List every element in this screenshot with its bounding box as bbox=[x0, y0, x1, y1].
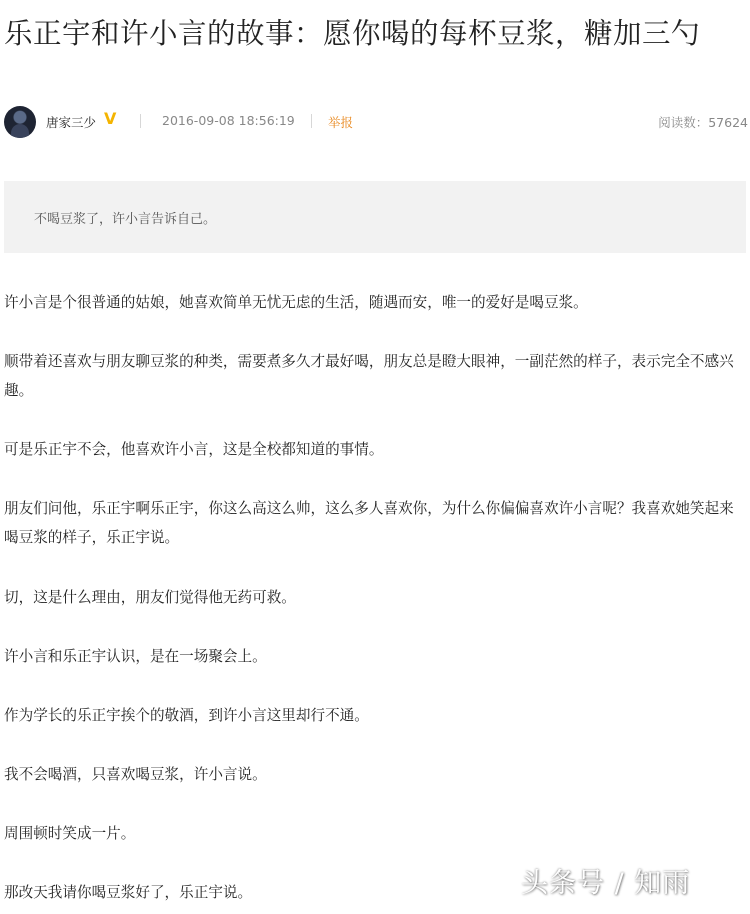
paragraph: 朋友们问他，乐正宇啊乐正宇，你这么高这么帅，这么多人喜欢你，为什么你偏偏喜欢许小言呢？我喜欢她笑起来喝豆浆的样子，乐正宇说。 bbox=[4, 500, 734, 546]
paragraph: 那改天我请你喝豆浆好了，乐正宇说。 bbox=[4, 884, 253, 901]
read-count: 阅读数：57624 bbox=[658, 115, 748, 130]
paragraph: 作为学长的乐正宇挨个的敬酒，到许小言这里却行不通。 bbox=[4, 707, 369, 724]
summary-text: 不喝豆浆了，许小言告诉自己。 bbox=[34, 212, 217, 227]
paragraph: 切，这是什么理由，朋友们觉得他无药可救。 bbox=[4, 589, 296, 606]
paragraph: 可是乐正宇不会，他喜欢许小言，这是全校都知道的事情。 bbox=[4, 441, 384, 458]
verified-icon: V bbox=[104, 109, 117, 128]
publish-date: 2016-09-08 18:56:19 bbox=[162, 113, 295, 128]
paragraph: 许小言是个很普通的姑娘，她喜欢简单无忧无虑的生活，随遇而安，唯一的爱好是喝豆浆。 bbox=[4, 294, 588, 311]
meta-divider bbox=[140, 114, 141, 128]
paragraph: 周围顿时笑成一片。 bbox=[4, 825, 136, 842]
avatar[interactable] bbox=[4, 106, 36, 138]
paragraph: 许小言和乐正宇认识，是在一场聚会上。 bbox=[4, 648, 267, 665]
watermark: 头条号 / 知雨 bbox=[521, 868, 691, 899]
article-title: 乐正宇和许小言的故事：愿你喝的每杯豆浆，糖加三勺 bbox=[4, 17, 701, 50]
article-meta bbox=[4, 104, 748, 140]
meta-divider bbox=[311, 114, 312, 128]
article-summary bbox=[4, 181, 746, 253]
paragraph: 顺带着还喜欢与朋友聊豆浆的种类，需要煮多久才最好喝，朋友总是瞪大眼神，一副茫然的样子，表示完全不感兴趣。 bbox=[4, 353, 734, 399]
report-link[interactable]: 举报 bbox=[328, 115, 354, 130]
author-name[interactable]: 唐家三少 bbox=[46, 115, 97, 130]
paragraph: 我不会喝酒，只喜欢喝豆浆，许小言说。 bbox=[4, 766, 267, 783]
